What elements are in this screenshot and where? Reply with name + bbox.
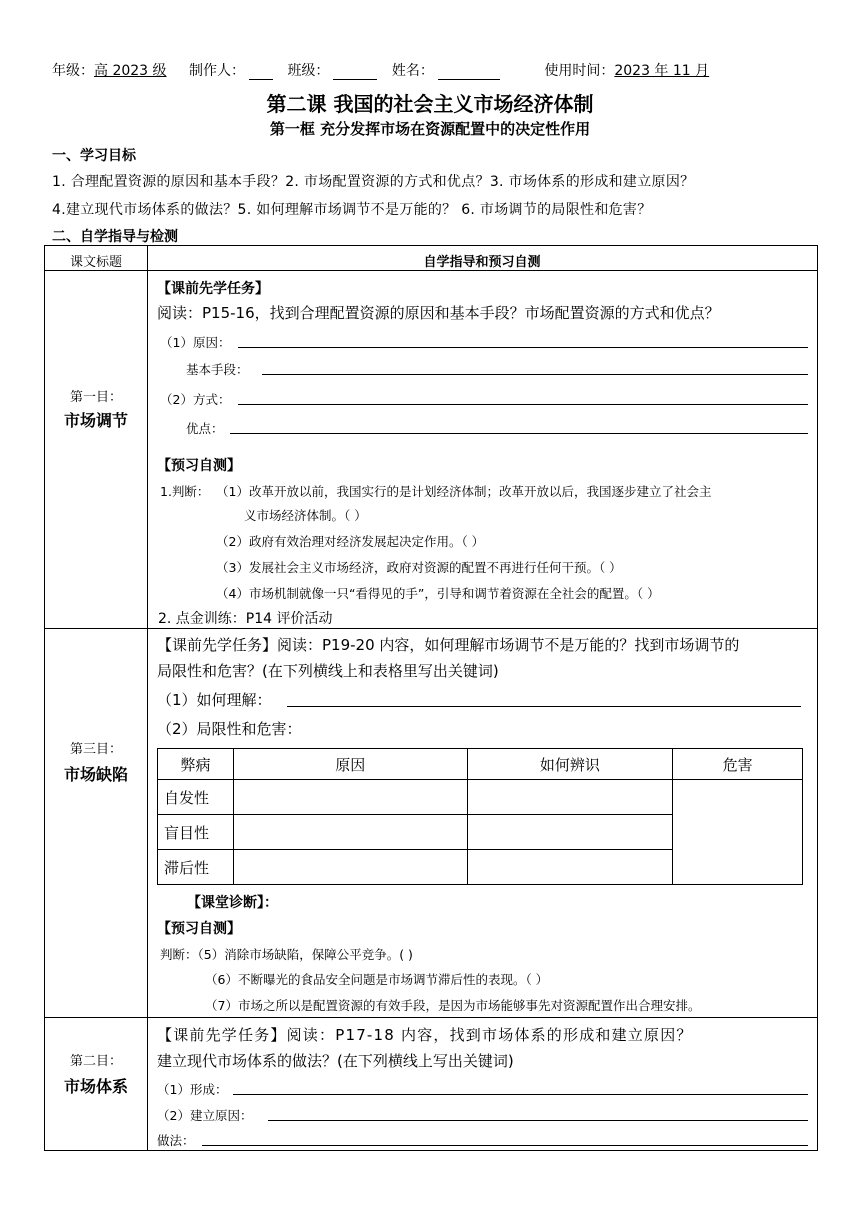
- block3-field-method-line[interactable]: [202, 1145, 808, 1146]
- block2-diag-heading: 【课堂诊断】：: [187, 895, 278, 911]
- row-divider-2: [44, 1017, 817, 1018]
- block1-judge-4: （4）市场机制就像一只“看得见的手”，引导和调节着资源在全社会的配置。（ ）: [216, 586, 660, 601]
- block1-judge-2: （2）政府有效治理对经济发展起决定作用。（ ）: [216, 534, 485, 549]
- page-title: 第二课 我国的社会主义市场经济体制: [266, 92, 594, 116]
- table-header-cell: 如何辨识: [467, 749, 673, 780]
- block3-label-big: 市场体系: [63, 1077, 128, 1096]
- maker-blank[interactable]: [249, 65, 273, 80]
- block1-field-merit-label: 优点：: [186, 421, 224, 436]
- block1-field-reason-label: （1）原因：: [160, 335, 231, 350]
- block2-task-line2: 局限性和危害？(在下列横线上和表格里写出关键词): [157, 662, 499, 680]
- block2-judge-7: （7）市场之所以是配置资源的有效手段，是因为市场能够事先对资源配置作出合理安排。: [205, 998, 701, 1013]
- block1-label-small: 第一目：: [69, 390, 122, 405]
- defect-table: [157, 748, 803, 885]
- block1-judge-1a: （1）改革开放以前，我国实行的是计划经济体制；改革开放以后，我国逐步建立了社会主: [216, 484, 712, 499]
- block1-task-text: 阅读：P15-16，找到合理配置资源的原因和基本手段？市场配置资源的方式和优点？: [157, 304, 720, 322]
- table-header-cell: 原因: [233, 749, 467, 780]
- date-label: 使用时间：: [544, 63, 615, 79]
- row-label: 自发性: [158, 780, 234, 815]
- block3-field-form-label: （1）形成：: [157, 1082, 228, 1097]
- block1-field-means-line[interactable]: [262, 374, 808, 375]
- grade-value: 高 2023 级: [94, 63, 167, 79]
- block1-field-method-line[interactable]: [238, 404, 808, 405]
- block3-field-form-line[interactable]: [233, 1094, 808, 1095]
- header-divider: [44, 270, 817, 271]
- block1-field-merit-line[interactable]: [230, 433, 808, 434]
- name-label: 姓名：: [391, 63, 434, 79]
- block1-label-big: 市场调节: [63, 411, 128, 430]
- grade-label: 年级：: [52, 63, 94, 79]
- answer-cell[interactable]: [233, 850, 467, 885]
- block2-q1-line[interactable]: [287, 706, 801, 707]
- class-blank[interactable]: [333, 65, 377, 80]
- block1-field-method-label: （2）方式：: [160, 392, 231, 407]
- section1-heading: 一、学习目标: [52, 148, 136, 164]
- name-blank[interactable]: [438, 65, 500, 80]
- block3-task-line2: 建立现代市场体系的做法？(在下列横线上写出关键词): [157, 1052, 514, 1070]
- block1-judge-1b: 义市场经济体制。（ ）: [244, 508, 367, 523]
- answer-cell[interactable]: [467, 850, 673, 885]
- header-row: [52, 60, 709, 80]
- block1-task-heading: 【课前先学任务】: [157, 281, 269, 297]
- block3-field-method-label: 做法：: [157, 1133, 195, 1148]
- block3-field-reason-line[interactable]: [268, 1120, 808, 1121]
- block2-judge-6: （6）不断曝光的食品安全问题是市场调节滞后性的表现。（ ）: [205, 972, 549, 987]
- answer-cell[interactable]: [233, 815, 467, 850]
- block2-label-big: 市场缺陷: [63, 765, 128, 784]
- block2-test-heading: 【预习自测】: [157, 921, 241, 937]
- block1-train: 2. 点金训练：P14 评价活动: [158, 611, 333, 627]
- row-label: 滞后性: [158, 850, 234, 885]
- block1-field-means-label: 基本手段：: [186, 362, 249, 377]
- table-header-cell: 危害: [673, 749, 803, 780]
- table-row: [158, 780, 803, 815]
- block1-judge-prefix: 1.判断：: [160, 484, 210, 499]
- block2-q2-label: （2）局限性和危害：: [157, 720, 302, 738]
- goal-line-1: 1. 合理配置资源的原因和基本手段？2. 市场配置资源的方式和优点？3. 市场体系的形成和建立原因？: [52, 174, 695, 190]
- block3-field-reason-label: （2）建立原因：: [157, 1108, 253, 1123]
- block2-task-line1: 【课前先学任务】阅读：P19-20 内容，如何理解市场调节不是万能的？找到市场调节的: [157, 636, 740, 654]
- block3-label-small: 第二目：: [69, 1054, 122, 1069]
- class-label: 班级：: [287, 63, 330, 79]
- block2-judge-5: 判断：（5）消除市场缺陷，保障公平竞争。( ): [160, 947, 413, 962]
- harm-cell[interactable]: [673, 780, 803, 885]
- block1-judge-3: （3）发展社会主义市场经济，政府对资源的配置不再进行任何干预。（ ）: [216, 560, 622, 575]
- block2-label-small: 第三目：: [69, 742, 122, 757]
- row-label: 盲目性: [158, 815, 234, 850]
- answer-cell[interactable]: [233, 780, 467, 815]
- column-divider: [147, 245, 148, 1150]
- block3-task-line1: 【课前先学任务】阅读：P17-18 内容，找到市场体系的形成和建立原因？: [157, 1026, 693, 1044]
- section2-heading: 二、自学指导与检测: [52, 229, 178, 245]
- date-value: 2023 年 11 月: [614, 63, 710, 79]
- col1-header: 课文标题: [69, 255, 122, 270]
- row-divider-1: [44, 628, 817, 629]
- page-subtitle: 第一框 充分发挥市场在资源配置中的决定性作用: [269, 120, 591, 138]
- table-header-cell: 弊病: [158, 749, 234, 780]
- col2-header: 自学指导和预习自测: [423, 255, 541, 270]
- goal-line-2: 4.建立现代市场体系的做法？5. 如何理解市场调节不是万能的？ 6. 市场调节的局限性和危害？: [52, 202, 652, 218]
- maker-label: 制作人：: [188, 63, 245, 79]
- answer-cell[interactable]: [467, 815, 673, 850]
- block1-field-reason-line[interactable]: [238, 347, 808, 348]
- answer-cell[interactable]: [467, 780, 673, 815]
- block1-test-heading: 【预习自测】: [157, 458, 241, 474]
- block2-q1-label: （1）如何理解：: [157, 691, 272, 709]
